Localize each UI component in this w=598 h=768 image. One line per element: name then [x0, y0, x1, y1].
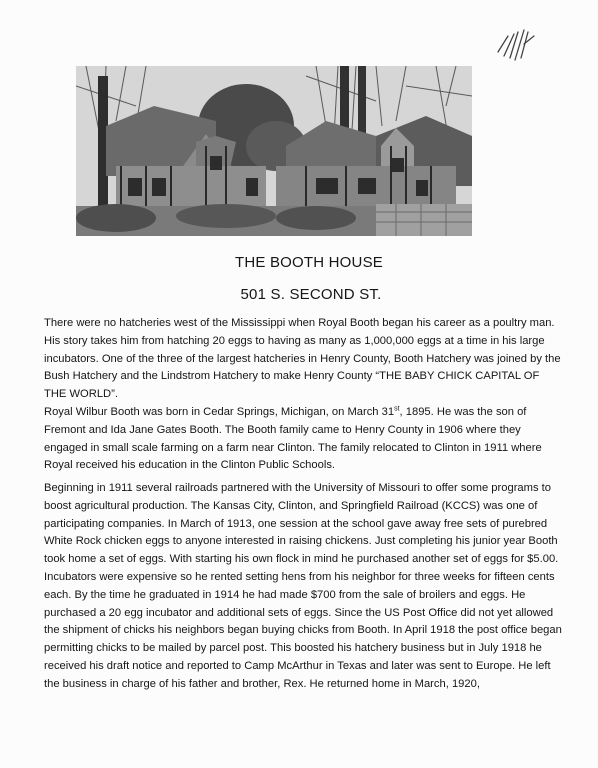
document-title: THE BOOTH HOUSE [234, 254, 383, 271]
paragraph-2-text-end: , 1895. He was the son of Fremont and Ida Jane Gates Booth. The Booth family came to Henry County in 1906 where they engaged in small scale farming on a farm near Clinton. The family relocated to Clinton in 1911 where Royal received his education in the Clinton Public Schools. [44, 406, 542, 472]
paragraph-1: There were no hatcheries west of the Mississippi when Royal Booth began his career as a poultry man. His story takes him from hatching 20 eggs to having as many as 1,000,000 eggs at a time in his large incubators. One of the three of the largest hatcheries in Henry County, Booth Hatchery was joined by the Bush Hatchery and the Lindstrom Hatchery to make Henry County “THE BABY CHICK CAPITAL OF THE WORLD”. [44, 317, 561, 401]
house-photo [76, 66, 472, 236]
handwritten-tally-mark [494, 22, 540, 68]
paragraph-2-text-start: Royal Wilbur Booth was born in Cedar Springs, Michigan, on March 31 [44, 406, 395, 418]
document-address: 501 S. SECOND ST. [240, 286, 382, 303]
paragraph-2-superscript: st [394, 405, 400, 413]
paragraph-3: Beginning in 1911 several railroads partnered with the University of Missouri to offer some programs to boost agricultural production. The Kansas City, Clinton, and Springfield Railroad (KCCS) was one of participating companies. In March of 1913, one session at the school gave away free sets of purebred White Rock chicken eggs to anyone interested in raising chickens. Just completing his junior year Booth took home a set of eggs. With starting his own flock in mind he purchased another set of eggs for $5.00. Incubators were expensive so he rented setting hens from his neighbor for three weeks for fifteen cents each. By the time he graduated in 1914 he had made $700 from the sale of broilers and eggs. He purchased a 20 egg incubator and additional sets of eggs. Since the US Post Office did not yet allowed the shipment of chicks his neighbors began buying chicks from Booth. In April 1918 the post office began permitting chicks to be mailed by parcel post. This boosted his hatchery business but in July 1918 he received his draft notice and reported to Camp McArthur in Texas and later was sent to Europe. He left the business in charge of his father and brother, Rex. He returned home in March, 1920, [44, 482, 562, 690]
paragraph-2 [44, 404, 564, 475]
